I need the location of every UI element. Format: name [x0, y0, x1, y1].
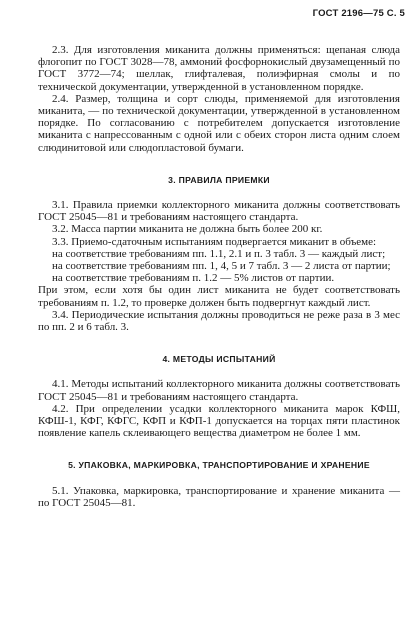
paragraph-3-3-item-1: на соответствие требованиям пп. 1.1, 2.1 и п. 3 табл. 3 — каждый лист;	[52, 247, 386, 260]
paragraph-3-3-item-2: на соответствие требованиям пп. 1, 4, 5 и 7 табл. 3 — 2 листа от партии;	[52, 260, 391, 273]
paragraph-2-4: 2.4. Размер, толщина и сорт слюды, применяемой для изготовления миканита, — по технической документации, утвержденной в установленном порядке. По согласованию с потребителем допускается изготовление миканита с напрессованным с одной или с обеих сторон листа одним слоем слюдинитовой или слюдопластовой бумаги.	[38, 92, 400, 154]
paragraph-2-3: 2.3. Для изготовления миканита должны применяться: щепаная слюда флогопит по ГОСТ 3028—78, аммоний фосфорнокислый двузамещенный по ГОСТ 3772—74; шеллак, глифталевая, полиэфирная смолы и по технической документации, утвержденной в установленном порядке.	[38, 44, 400, 93]
document-body	[38, 44, 400, 509]
section-heading-4: 4. МЕТОДЫ ИСПЫТАНИЙ	[162, 354, 276, 365]
paragraph-3-3: 3.3. Приемо-сдаточным испытаниям подвергается миканит в объеме:	[52, 235, 377, 248]
paragraph-3-4: 3.4. Периодические испытания должны проводиться не реже раза в 3 мес по пп. 2 и 6 табл. 3.	[38, 308, 400, 334]
paragraph-3-3-item-3: на соответствие требованиям п. 1.2 — 5% листов от партии.	[52, 272, 335, 285]
paragraph-4-1: 4.1. Методы испытаний коллекторного миканита должны соответствовать ГОСТ 25045—81 и требованиям настоящего стандарта.	[38, 378, 400, 403]
paragraph-3-1: 3.1. Правила приемки коллекторного миканита должны соответствовать ГОСТ 25045—81 и требованиям настоящего стандарта.	[38, 199, 400, 224]
section-heading-5: 5. УПАКОВКА, МАРКИРОВКА, ТРАНСПОРТИРОВАНИЕ И ХРАНЕНИЕ	[68, 460, 370, 471]
paragraph-3-3-note: При этом, если хотя бы один лист миканита не будет соответствовать требованиям п. 1.2, то проверке должен быть подвергнут каждый лист.	[38, 284, 400, 309]
section-heading-3: 3. ПРАВИЛА ПРИЕМКИ	[168, 174, 270, 185]
page-header: ГОСТ 2196—75 С. 5	[312, 8, 405, 19]
paragraph-5-1: 5.1. Упаковка, маркировка, транспортирование и хранение миканита — по ГОСТ 25045—81.	[38, 484, 400, 509]
paragraph-4-2: 4.2. При определении усадки коллекторного миканита марок КФШ, КФШ-1, КФГ, КФГС, КФП и КФП-1 допускается на торцах пяти пластинок появление капель склеивающего вещества диаметром не более 1 мм.	[38, 402, 400, 440]
paragraph-3-2: 3.2. Масса партии миканита не должна быть более 200 кг.	[52, 223, 323, 236]
